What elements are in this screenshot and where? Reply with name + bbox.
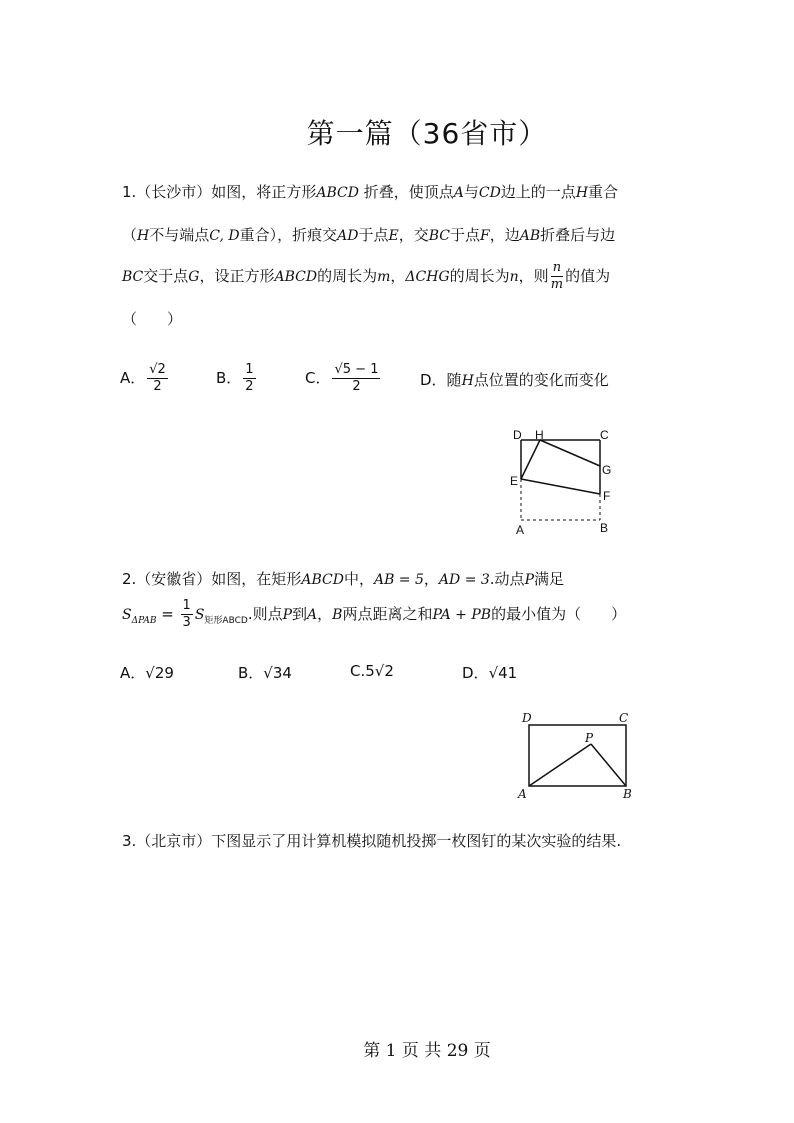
option-fraction [243, 362, 255, 395]
fraction-numerator: √5 − 1 [334, 362, 379, 377]
q2-line-1 [122, 568, 564, 589]
q1-line-3 [122, 260, 610, 293]
q2-text: .动点 [489, 570, 525, 588]
q2-math: P [282, 607, 293, 623]
q2-math: = [156, 605, 179, 623]
q2-text: 中， [343, 570, 374, 588]
q1-fraction [551, 260, 563, 293]
q2-math: AB = 5 [373, 572, 424, 588]
q1-text: 与 [463, 183, 479, 201]
q2-text: 2.（安徽省）如图，在矩形 [122, 570, 302, 588]
q1-text: ，设正方形 [199, 267, 275, 285]
q1-text: 折叠，使顶点 [358, 183, 454, 201]
q1-math: F [480, 228, 490, 244]
q1-text: 的周长为 [317, 267, 378, 285]
q1-math: BC [428, 228, 450, 244]
q2-math: B [332, 607, 343, 623]
fig-label-b: B [600, 521, 609, 535]
fig-label-d: D [522, 711, 532, 725]
fraction-numerator: 1 [245, 362, 254, 377]
q1-text: ， [390, 267, 406, 285]
option-label: B． [216, 369, 242, 387]
fraction-denominator: 3 [182, 615, 191, 630]
fig-label-d: D [513, 428, 522, 442]
q1-text: ，交 [398, 226, 429, 244]
q2-math: ABCD [301, 572, 344, 588]
q2-text: 两点距离之和 [342, 605, 433, 623]
q2-text: .则点 [247, 605, 283, 623]
q1-line-1 [122, 181, 618, 202]
q3-line-1: 3.（北京市）下图显示了用计算机模拟随机投掷一枚图钉的某次实验的结果. [122, 832, 622, 850]
q2-text: 的最小值为（ ） [491, 605, 627, 623]
fig-segment-ap [529, 744, 591, 786]
option-value: √29 [145, 664, 174, 682]
q2-option-a [120, 662, 174, 683]
q1-text: 的周长为 [449, 267, 510, 285]
q2-text: 满足 [533, 570, 564, 588]
q2-math: PA + PB [432, 607, 492, 623]
option-label: C. [350, 662, 366, 680]
fig-label-a: A [516, 523, 525, 537]
q1-math: H [575, 185, 589, 201]
fig-edge-eh [521, 440, 540, 479]
fraction-numerator: n [552, 260, 562, 275]
fraction-numerator: √2 [149, 362, 166, 377]
fraction-denominator: 2 [153, 379, 162, 394]
fraction-denominator: 2 [245, 379, 254, 394]
option-label: D．随 [420, 371, 462, 389]
q1-math: C, D [209, 228, 240, 244]
q1-math: G [188, 269, 200, 285]
option-text: 点位置的变化而变化 [473, 371, 609, 389]
fig-label-h: H [535, 428, 544, 442]
option-fraction [332, 362, 380, 395]
q2-fraction [181, 598, 193, 631]
fig-edge-ef [521, 479, 600, 494]
q1-figure [500, 424, 620, 540]
option-fraction [147, 362, 168, 395]
option-value: √41 [488, 664, 518, 682]
q2-figure [515, 708, 645, 804]
q1-text: 于点 [449, 226, 480, 244]
q2-math: P [524, 572, 534, 588]
q1-math: ABCD [316, 185, 359, 201]
fig-label-c: C [619, 711, 629, 725]
q1-math: BC [122, 269, 144, 285]
q1-text: 交于点 [143, 267, 189, 285]
q1-math: AD [337, 228, 359, 244]
q2-line-2 [122, 598, 626, 631]
q2-text: ， [423, 570, 439, 588]
q1-option-a [120, 362, 170, 395]
q1-text: 于点 [358, 226, 389, 244]
q1-text: 的值为 [565, 267, 611, 285]
q1-text: 边上的一点 [500, 183, 576, 201]
fraction-numerator: 1 [182, 598, 191, 613]
option-label: A． [120, 369, 146, 387]
q1-math: n [509, 269, 519, 285]
page-footer: 第 1 页 共 29 页 [363, 1041, 491, 1061]
fig-label-g: G [602, 463, 612, 477]
q1-math: H [137, 228, 150, 244]
q2-text: 到 [292, 605, 308, 623]
q1-line-2 [122, 224, 615, 245]
fraction-denominator: 2 [352, 379, 361, 394]
q1-text: （ [122, 226, 138, 244]
fraction-denominator: m [550, 277, 564, 292]
fig-label-f: F [603, 489, 611, 503]
q1-line-4: （ ） [122, 310, 183, 328]
fig-segment-pb [591, 744, 626, 786]
q1-text: ，边 [489, 226, 520, 244]
q1-math: AB [519, 228, 541, 244]
q1-option-c [305, 362, 382, 395]
q2-math: A [307, 607, 318, 623]
q2-option-b [238, 662, 292, 683]
q2-option-c [350, 662, 394, 680]
q1-math: A [453, 185, 464, 201]
q1-option-b [216, 362, 258, 395]
q2-math: S [194, 607, 205, 623]
q2-math: S [122, 607, 132, 623]
option-value: 5√2 [365, 662, 394, 680]
q2-option-d [462, 662, 517, 683]
q1-text: 重合），折痕交 [239, 226, 338, 244]
q2-subscript: ΔPAB [131, 616, 157, 626]
q2-text: ， [317, 605, 333, 623]
q1-math: ΔCHG [405, 269, 450, 285]
q1-text: 重合 [588, 183, 619, 201]
fig-label-e: E [510, 474, 519, 488]
fig-label-b: B [623, 787, 632, 801]
fig-label-p: P [585, 731, 594, 745]
q1-text: 1.（长沙市）如图，将正方形 [122, 183, 317, 201]
q1-math: m [377, 269, 391, 285]
fig-edge-hg [540, 440, 600, 466]
option-label: D． [462, 664, 489, 682]
q1-option-d [420, 369, 609, 390]
q1-math: E [388, 228, 399, 244]
option-value: √34 [263, 664, 292, 682]
q2-subscript: 矩形ABCD [204, 616, 248, 626]
option-label: C． [305, 369, 331, 387]
fig-label-c: C [600, 428, 609, 442]
option-label: A． [120, 664, 146, 682]
q1-text: 不与端点 [149, 226, 210, 244]
q1-math: CD [478, 185, 501, 201]
q1-text: ，则 [518, 267, 549, 285]
q1-math: ABCD [274, 269, 318, 285]
page-title: 第一篇（36省市） [306, 117, 548, 150]
option-math: H [461, 373, 474, 389]
fig-label-a: A [518, 787, 527, 801]
q2-math: AD = 3 [438, 572, 490, 588]
option-label: B． [238, 664, 264, 682]
q1-text: 折叠后与边 [540, 226, 616, 244]
